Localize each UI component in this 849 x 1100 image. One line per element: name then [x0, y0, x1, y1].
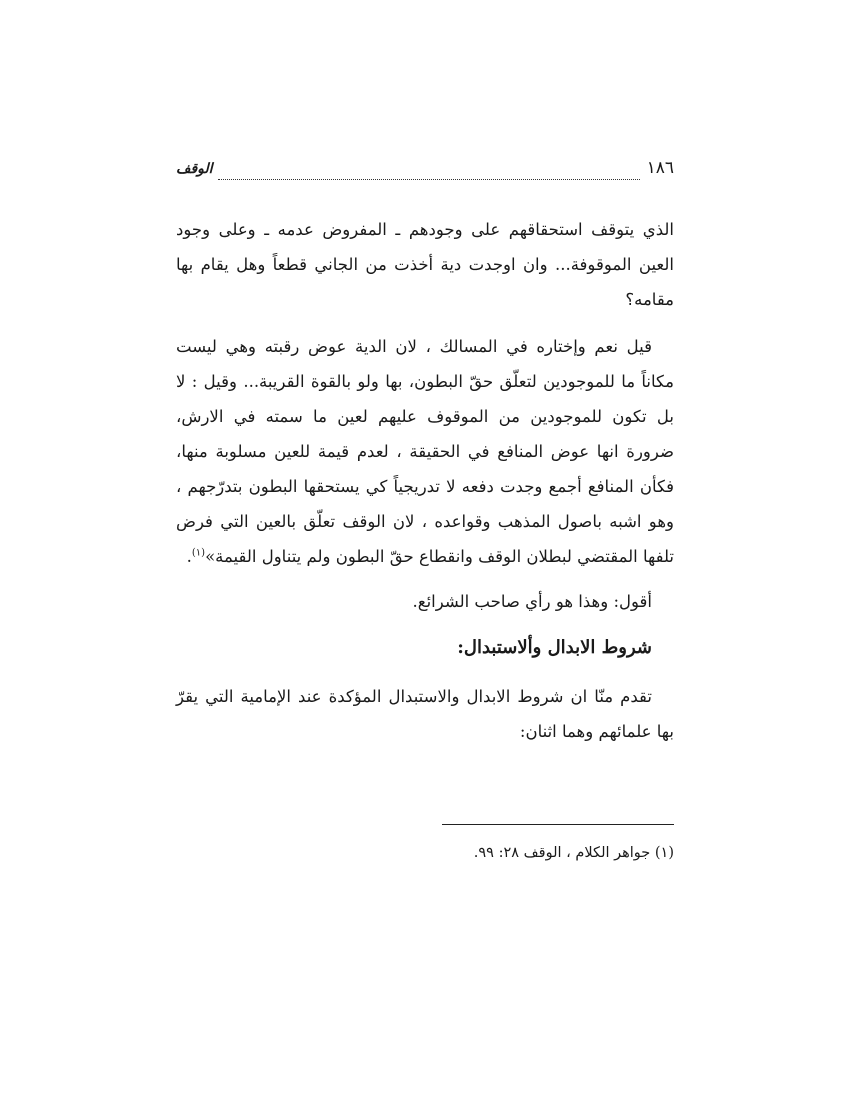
running-title: الوقف: [176, 161, 213, 177]
footnote-1: (١) جواهر الكلام ، الوقف ٢٨: ٩٩.: [473, 845, 674, 861]
page-header: [176, 157, 674, 185]
paragraph-1: الذي يتوقف استحقاقهم على وجودهم ـ المفروض عدمه ـ وعلى وجود العين الموقوفة... وان اوجدت دية أخذت من الجاني قطعاً وهل يقام بها مقامه؟: [176, 220, 674, 309]
page-number: ١٨٦: [646, 158, 674, 178]
footnote-separator: [442, 824, 674, 825]
section-paragraph: تقدم منّا ان شروط الابدال والاستبدال المؤكدة عند الإمامية التي يقرّ بها علمائهم وهما اثنان:: [176, 687, 674, 741]
main-text: [176, 212, 674, 749]
paragraph-2-text: قيل نعم وإختاره في المسالك ، لان الدية عوض رقبته وهي ليست مكاناً ما للموجودين لتعلّق حقّ البطون، بها ولو بالقوة القريبة... وقيل : لا بل تكون للموجودين من الموقوف عليهم لعين ما سمته في الارش، ضرورة انها عوض المنافع في الحقيقة ، لعدم قيمة للعين مسلوبة منها، فكأن المنافع أجمع وجدت دفعه لا تدريجياً كي يستحقها البطون بتدرّجهم ، وهو اشبه باصول المذهب وقواعده ، لان الوقف تعلّق بالعين التي فرض تلفها المقتضي لبطلان الوقف وانقطاع حقّ البطون ولم يتناول القيمة»: [176, 337, 674, 566]
header-dot-leader: [218, 157, 640, 180]
paragraph-2: قيل نعم وإختاره في المسالك ، لان الدية عوض رقبته وهي ليست مكاناً ما للموجودين لتعلّق حقّ البطون، بها ولو بالقوة القريبة... وقيل : لا بل تكون للموجودين من الموقوف عليهم لعين ما سمته في الارش، ضرورة انها عوض المنافع في الحقيقة ، لعدم قيمة للعين مسلوبة منها، فكأن المنافع أجمع وجدت دفعه لا تدريجياً كي يستحقها البطون بتدرّجهم ، وهو اشبه باصول المذهب وقواعده ، لان الوقف تعلّق بالعين التي فرض تلفها المقتضي لبطلان الوقف وانقطاع حقّ البطون ولم يتناول القيمة»$^{(١)}$.: [176, 337, 674, 566]
paragraph-3: أقول: وهذا هو رأي صاحب الشرائع.: [412, 592, 652, 611]
footnote-reference: (١): [191, 547, 206, 559]
section-heading: شروط الابدال وألاستبدال:: [457, 637, 652, 658]
